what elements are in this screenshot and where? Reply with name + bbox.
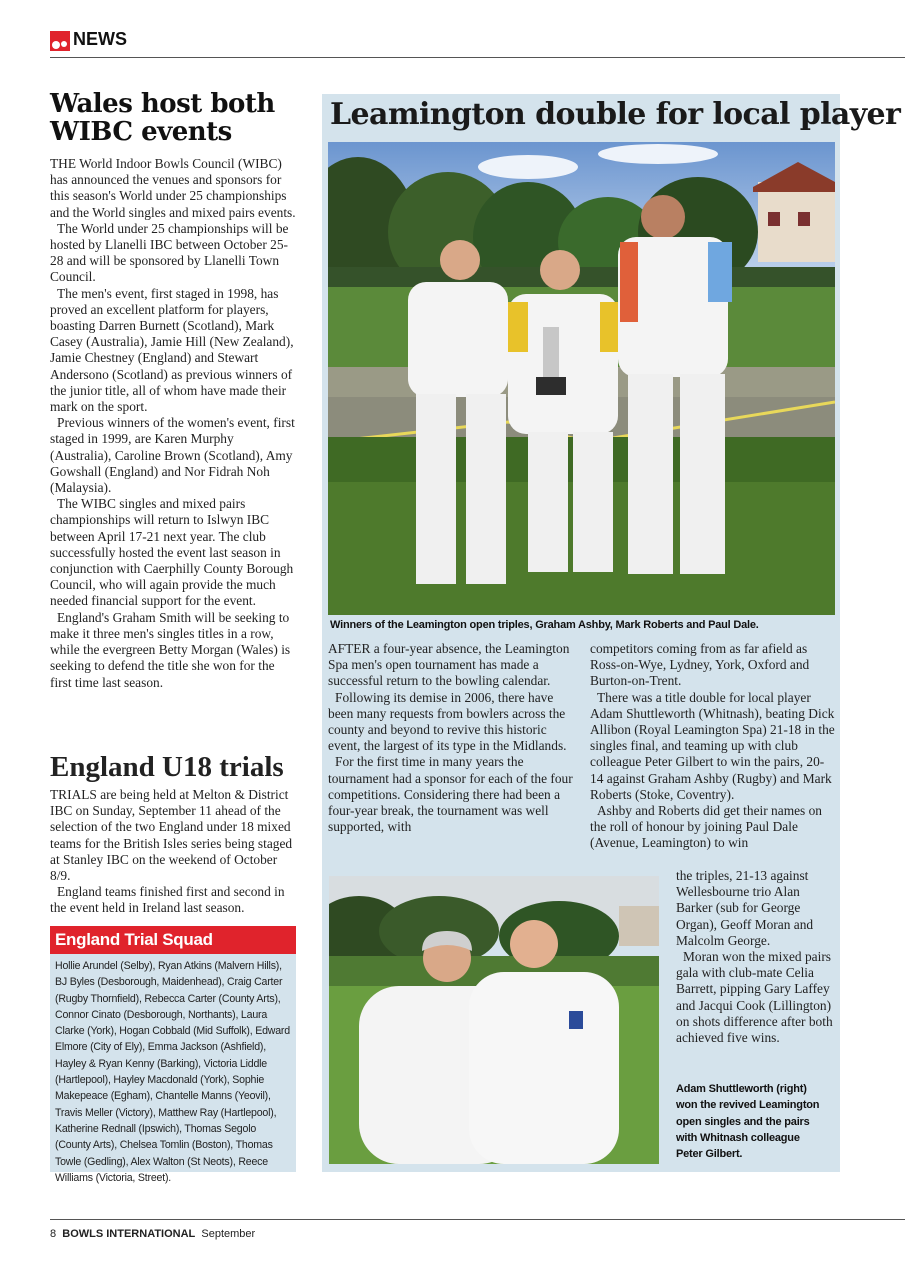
left-article-body — [50, 156, 298, 691]
left-headline: Wales host both WIBC events — [50, 89, 275, 147]
paragraph: England's Graham Smith will be seeking to make it three men's singles titles in a row, while the evergreen Betty Morgan (Wales) is seeking to defend the title she won for the first time last season. — [50, 609, 291, 690]
photo-caption: Adam Shuttleworth (right) won the revived Leamington open singles and the pairs with Whitnash colleague Peter Gilbert. — [676, 1083, 820, 1161]
footer-rule — [50, 1219, 905, 1220]
paragraph: England teams finished first and second in the event held in Ireland last season. — [50, 884, 285, 916]
singles-pairs-winners-photo — [329, 876, 659, 1164]
squad-title: England Trial Squad — [50, 926, 296, 954]
feature-column-2 — [590, 641, 836, 852]
bowl-icon — [50, 31, 70, 51]
squad-box — [50, 926, 296, 1184]
header-rule — [50, 57, 905, 58]
paragraph: AFTER a four-year absence, the Leamington Spa men's open tournament has made a successful return to the bowling calendar. — [328, 641, 570, 689]
paragraph: Previous winners of the women's event, first staged in 1999, are Karen Murphy (Australia), Caroline Brown (Scotland), Amy Gowshall (England) and Nor Fidrah Noh (Malaysia). — [50, 415, 295, 496]
paragraph: Ashby and Roberts did get their names on the roll of honour by joining Paul Dale (Avenue, Leamington) to win — [590, 803, 822, 851]
paragraph: For the first time in many years the tournament had a sponsor for each of the four competitions. Considering there had been a four-year break, the tournament was well supported, with — [328, 754, 573, 835]
paragraph: the triples, 21-13 against Wellesbourne trio Alan Barker (sub for George Organ), Geoff Moran and Malcolm George. — [676, 868, 814, 948]
feature-column-1 — [328, 641, 578, 835]
paragraph: Moran won the mixed pairs gala with club-mate Celia Barrett, pipping Gary Laffey and Jacqui Cook (Lillington) on shots difference after both achieved five wins. — [676, 949, 833, 1046]
paragraph: Following its demise in 2006, there have been many requests from bowlers across the county and beyond to revive this historic event, the largest of its type in the Midlands. — [328, 689, 567, 754]
paragraph: The men's event, first staged in 1998, has proved an excellent platform for players, boasting Darren Burnett (Scotland), Mark Casey (Australia), Jamie Hill (New Zealand), Jamie Chestney (England) and Stewart Andersono (Scotland) as previous winners of the junior title, all of whom have made their mark on the sport. — [50, 285, 294, 415]
paragraph: THE World Indoor Bowls Council (WIBC) has announced the venues and sponsors for this season's World under 25 championships and the World singles and mixed pairs events. — [50, 156, 296, 220]
squad-list: Hollie Arundel (Selby), Ryan Atkins (Malvern Hills), BJ Byles (Desborough, Maidenhead), Craig Carter (Rugby Thornfield), Rebecca Carter (County Arts), Connor Cinato (Desborough, Northants), Laura Clarke (York), Hogan Cobbald (Mid Suffolk), Edward Elmore (City of Ely), Emma Jackson (Ashfield), Hayley & Ryan Kenny (Barking), Victoria Liddle (Hartlepool), Hayley Macdonald (York), Sophie Makepeace (Egham), Chantelle Manns (Yeovil), Travis Meller (Victory), Matthew Ray (Hartlepool), Katherine Rednall (Ipswich), Thomas Segolo (County Arts), Chelsea Tomlin (Boston), Thomas Towle (Gedling), Alex Walton (St Neots), Reece Williams (Victoria, Street). — [55, 960, 290, 1184]
feature-column-2-continued — [676, 868, 836, 1046]
trials-headline: England U18 trials — [50, 751, 284, 783]
triples-winners-photo — [328, 142, 835, 615]
issue-month: September — [201, 1228, 256, 1240]
feature-headline: Leamington double for local player — [330, 97, 901, 132]
footer — [50, 1228, 255, 1240]
magazine-name: BOWLS INTERNATIONAL — [62, 1228, 196, 1240]
section-label: NEWS — [73, 29, 127, 49]
paragraph: TRIALS are being held at Melton & District IBC on Sunday, September 11 ahead of the selection of the two England under 18 mixed teams for the British Isles series being staged at Stanley IBC on the weekend of October 8/9. — [50, 787, 293, 884]
photo-caption: Winners of the Leamington open triples, Graham Ashby, Mark Roberts and Paul Dale. — [330, 619, 759, 631]
paragraph: The WIBC singles and mixed pairs championships will return to Islwyn IBC between April 17-21 next year. The club successfully hosted the event last season in conjunction with Caerphilly County Borough Council, who will again provide the much needed financial support for the event. — [50, 496, 294, 609]
trials-article-body — [50, 787, 298, 917]
paragraph: The World under 25 championships will be hosted by Llanelli IBC between October 25-28 and will be sponsored by Llanelli Town Council. — [50, 220, 289, 285]
page-number: 8 — [50, 1228, 57, 1240]
paragraph: competitors coming from as far afield as Ross-on-Wye, Lydney, York, Oxford and Burton-on-Trent. — [590, 641, 810, 689]
paragraph: There was a title double for local player Adam Shuttleworth (Whitnash), beating Dick Allibon (Royal Leamington Spa) 21-18 in the singles final, and teaming up with club colleague Peter Gilbert to win the pairs, 20-14 against Graham Ashby (Rugby) and Mark Roberts (Stoke, Coventry). — [590, 689, 835, 802]
